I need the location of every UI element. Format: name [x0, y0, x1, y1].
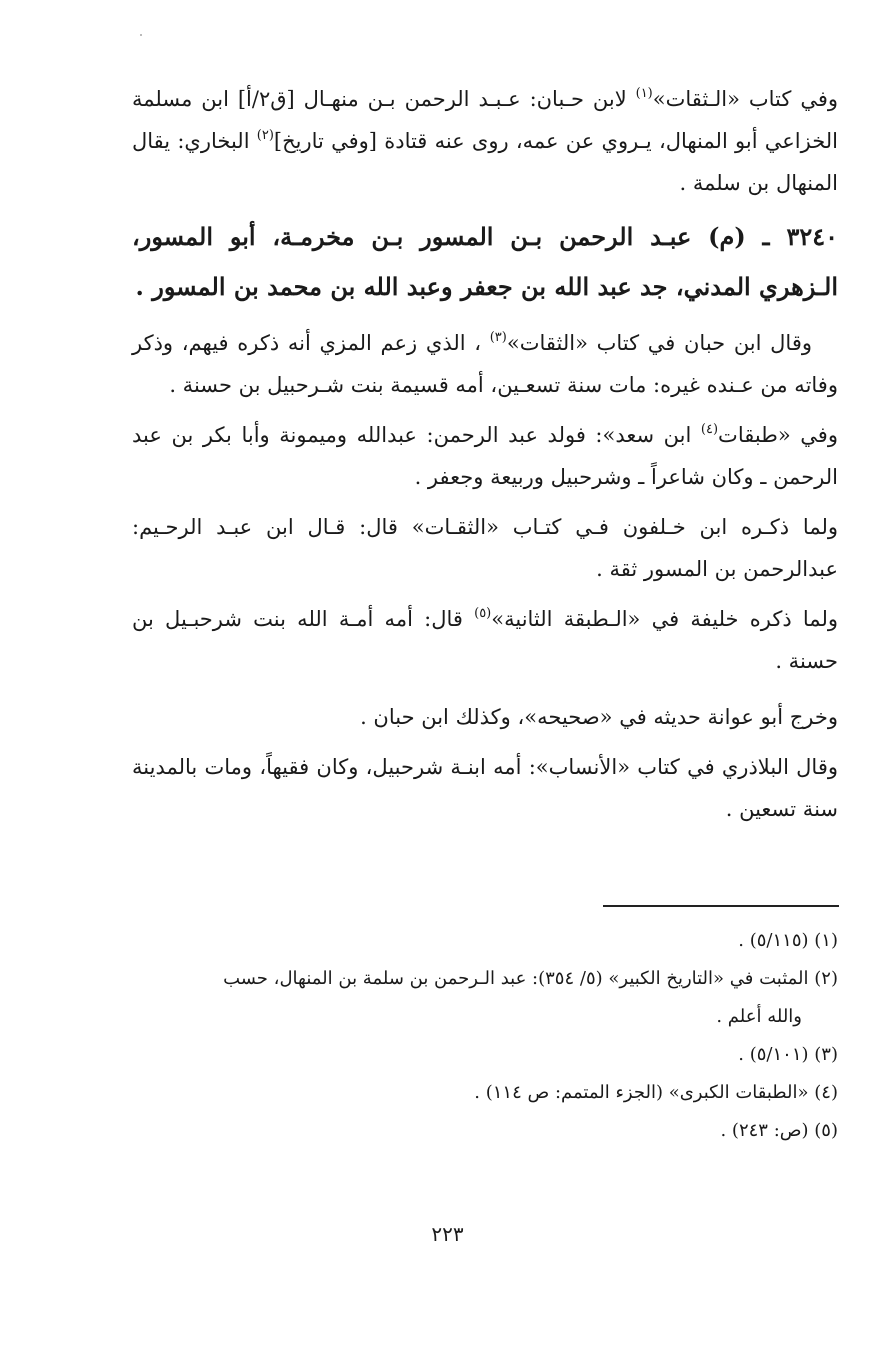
paragraph-ibn-khalfun: ولما ذكـره ابن خـلفون فـي كتـاب «الثقـات» قال: قـال ابن عبـد الرحـيم: عبدالرحمن بن المسور ثقة . — [132, 515, 838, 581]
text-span: ، الذي زعم المزي أنه ذكره فيهم، وذكر وفاته من عـنده غيره: مات سنة تسعـين، أمه قسيمة بنت شـرحبيل بن حسنة . — [132, 331, 838, 397]
scan-speck — [140, 34, 142, 36]
footnote-ref-4: (٤) — [700, 422, 719, 437]
main-text — [132, 78, 838, 838]
footnote-1: (١) (٥/١١٥) . — [738, 930, 838, 951]
text-span: وفي «طبقات — [718, 423, 838, 447]
paragraph-baladhuri: وقال البلاذري في كتاب «الأنساب»: أمه ابنـة شرحبيل، وكان فقيهاً، ومات بالمدينة سنة تسعين . — [132, 755, 838, 821]
footnote-2-line-2: والله أعلم . — [716, 1006, 802, 1027]
footnote-2 — [132, 960, 838, 1036]
entry-heading-3240: ٣٢٤٠ ـ (م) عبـد الرحمن بـن المسور بـن مخرمـة، أبو المسور، الـزهري المدني، جد عبد الله بن جعفر وعبد الله بن محمد بن المسور . — [132, 222, 838, 301]
footnote-ref-1: (١) — [635, 86, 653, 101]
text-span: قال: أمه أمـة الله بنت شرحبـيل بن حسنة . — [132, 607, 838, 673]
footnote-5: (٥) (ص: ٢٤٣) . — [720, 1120, 838, 1141]
text-span: وقال ابن حبان في كتاب «الثقات» — [506, 331, 812, 355]
footnote-3: (٣) (٥/١٠١) . — [738, 1044, 838, 1065]
text-span: البخاري: يقال المنهال بن سلمة . — [132, 129, 838, 195]
paragraph-abu-awana: وخرج أبو عوانة حديثه في «صحيحه»، وكذلك ابن حبان . — [360, 705, 838, 729]
footnote-ref-2: (٢) — [256, 128, 274, 143]
footnote-2-line-1: (٢) المثبت في «التاريخ الكبير» (٥/ ٣٥٤): عبد الـرحمن بن سلمة بن المنهال، حسب — [223, 968, 838, 989]
footnote-4: (٤) «الطبقات الكبرى» (الجزء المتمم: ص ١١٤) . — [474, 1082, 838, 1103]
paragraph-ibn-saad — [132, 414, 838, 498]
text-span: وفي كتاب «الـثقات» — [652, 87, 839, 111]
text-span: ابن سعد»: فولد عبد الرحمن: عبدالله وميمونة وأبا بكر بن عبد الرحمن ـ وكان شاعراً ـ وشرحبيل وربيعة وجعفر . — [132, 423, 838, 489]
footnote-ref-3: (٣) — [489, 330, 507, 345]
footnotes-section — [132, 922, 838, 1150]
footnote-divider — [603, 905, 839, 907]
page-number: ٢٢٣ — [431, 1222, 464, 1246]
footnote-ref-5: (٥) — [474, 606, 492, 621]
text-span: ولما ذكره خليفة في «الـطبقة الثانية» — [491, 607, 838, 631]
paragraph-ibn-hibban — [132, 322, 838, 406]
text-span: لابن حـبان: عـبـد الرحمن بـن منهـال [ق٢/أ] ابن مسلمة الخزاعي أبو المنهال، يـروي عن عمه، روى عنه قتادة [وفي تاريخ] — [132, 87, 839, 153]
paragraph-khalifa — [132, 598, 838, 682]
paragraph-ibn-minhal — [132, 78, 838, 204]
